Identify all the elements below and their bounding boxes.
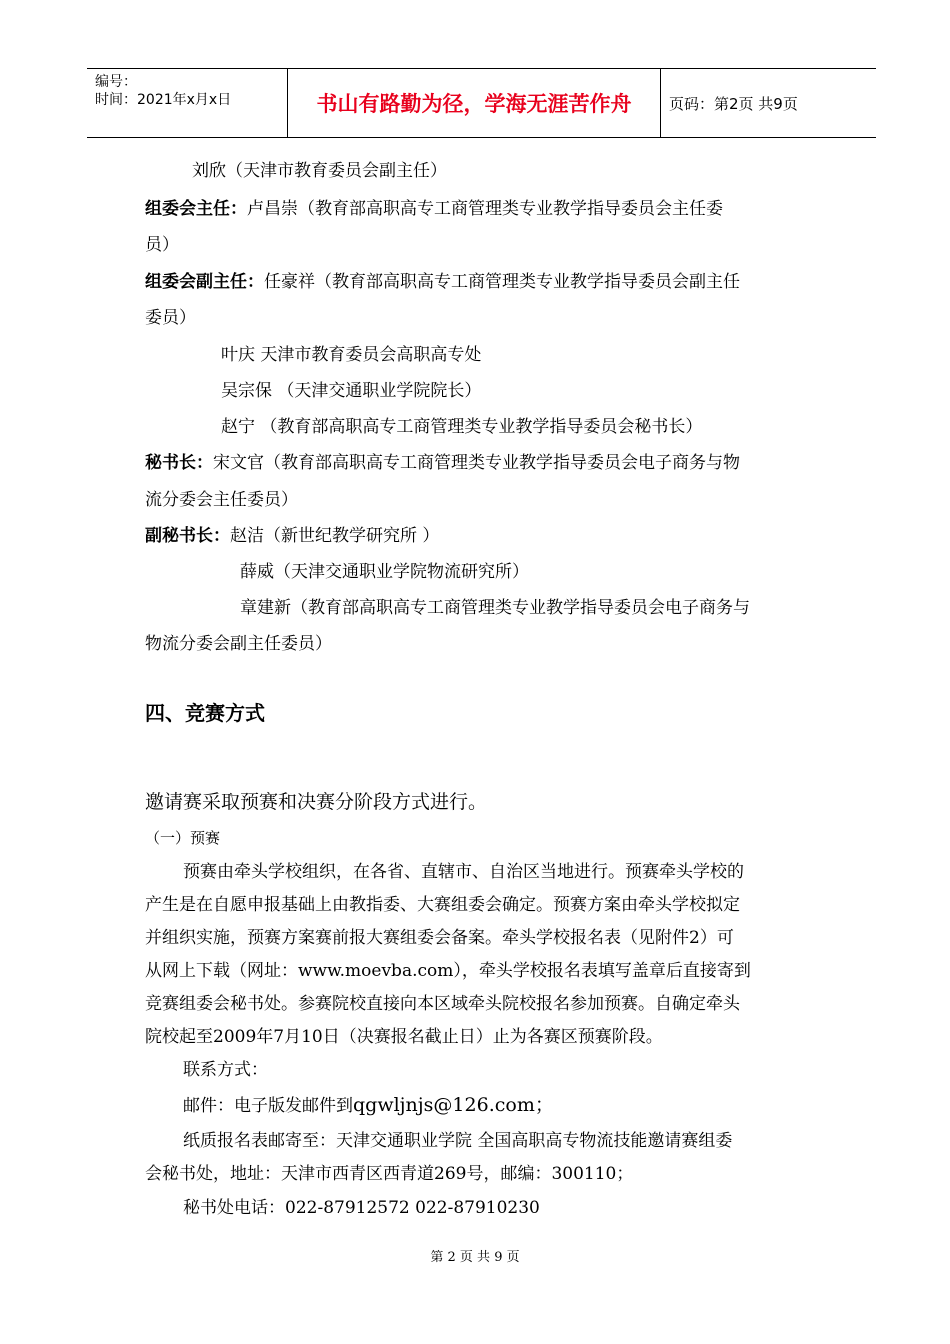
member-xuewei: 薛威（天津交通职业学院物流研究所） <box>240 562 529 582</box>
member-zhaoning: 赵宁 （教育部高职高专工商管理类专业教学指导委员会秘书长） <box>221 417 703 437</box>
contact-label: 联系方式： <box>183 1060 268 1080</box>
secretary-label: 秘书长： <box>145 453 213 473</box>
deputy-secretary-line <box>145 525 439 547</box>
subsection-preliminary: （一）预赛 <box>145 829 221 847</box>
header-meta <box>87 69 288 137</box>
paragraph-line: 从网上下载（网址：www.moevba.com），牵头学校报名表填写盖章后直接寄到 <box>145 961 751 981</box>
page-header <box>87 68 876 138</box>
vice-director-label: 组委会副主任： <box>145 272 264 292</box>
paragraph-line: 预赛由牵头学校组织，在各省、直辖市、自治区当地进行。预赛牵头学校的 <box>183 862 744 882</box>
vice-director-line <box>145 271 740 293</box>
paragraph-line: 产生是在自愿申报基础上由教指委、大赛组委会确定。预赛方案由牵头学校拟定 <box>145 895 740 915</box>
director-label: 组委会主任： <box>145 199 247 219</box>
director-text: 卢昌崇（教育部高职高专工商管理类专业教学指导委员会主任委 <box>247 199 723 219</box>
mail-line-cont: 会秘书处，地址：天津市西青区西青道269号，邮编：300110； <box>145 1164 634 1184</box>
member-zhangjianxin: 章建新（教育部高职高专工商管理类专业教学指导委员会电子商务与 <box>240 598 750 618</box>
paragraph-line: 并组织实施，预赛方案赛前报大赛组委会备案。牵头学校报名表（见附件2）可 <box>145 928 734 948</box>
section-title: 四、竞赛方式 <box>145 701 265 725</box>
header-page-code: 页码：第2页 共9页 <box>669 94 798 113</box>
paragraph-line: 竞赛组委会秘书处。参赛院校直接向本区域牵头院校报名参加预赛。自确定牵头 <box>145 994 740 1014</box>
secretary-line <box>145 452 740 474</box>
paragraph-line: 院校起至2009年7月10日（决赛报名截止日）止为各赛区预赛阶段。 <box>145 1027 663 1047</box>
email-address: qgwljnjs@126.com； <box>353 1094 554 1116</box>
deputy-secretary-label: 副秘书长： <box>145 526 230 546</box>
phone-line: 秘书处电话：022-87912572 022-87910230 <box>183 1198 540 1218</box>
page-footer: 第 2 页 共 9 页 <box>430 1250 520 1265</box>
header-number: 编号： <box>95 74 137 90</box>
header-time: 时间：2021年x月x日 <box>95 92 232 108</box>
deputy-secretary-text: 赵洁（新世纪教学研究所 ） <box>230 526 440 546</box>
director-line <box>145 198 723 220</box>
vice-director-text-cont: 委员） <box>145 308 196 328</box>
member-zhangjianxin-cont: 物流分委会副主任委员） <box>145 634 332 654</box>
email-line <box>183 1094 554 1117</box>
secretary-text-cont: 流分委会主任委员） <box>145 490 298 510</box>
director-text-cont: 员） <box>145 235 179 255</box>
member-liuxin: 刘欣（天津市教育委员会副主任） <box>192 161 447 181</box>
secretary-text: 宋文官（教育部高职高专工商管理类专业教学指导委员会电子商务与物 <box>213 453 740 473</box>
member-yeqing: 叶庆 天津市教育委员会高职高专处 <box>221 345 482 365</box>
email-label: 邮件：电子版发邮件到 <box>183 1096 353 1116</box>
vice-director-text: 任豪祥（教育部高职高专工商管理类专业教学指导委员会副主任 <box>264 272 740 292</box>
member-wuzongbao: 吴宗保 （天津交通职业学院院长） <box>221 381 482 401</box>
section-intro: 邀请赛采取预赛和决赛分阶段方式进行。 <box>145 791 488 813</box>
header-motto: 书山有路勤为径，学海无涯苦作舟 <box>288 69 661 137</box>
mail-line: 纸质报名表邮寄至：天津交通职业学院 全国高职高专物流技能邀请赛组委 <box>183 1131 733 1151</box>
